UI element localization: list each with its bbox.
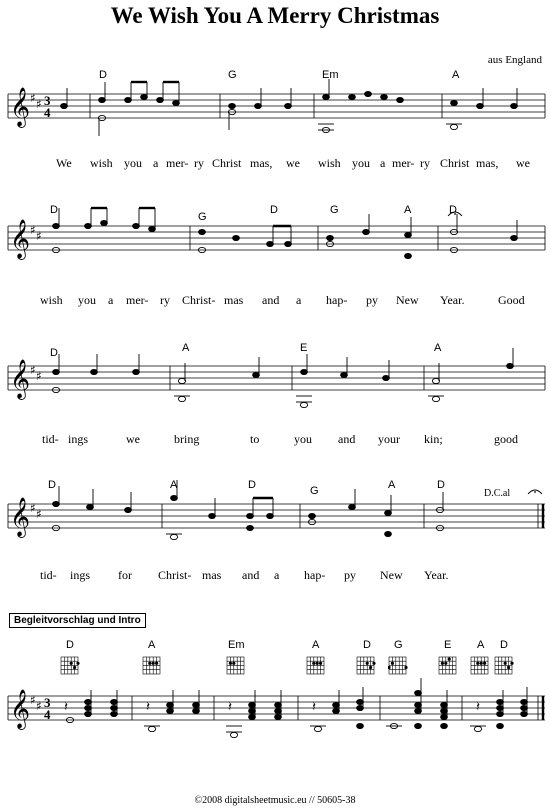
svg-text:𝄞: 𝄞 [10,219,31,259]
chord-symbol: A [182,342,190,354]
staff-system-3 [0,360,550,420]
lyric-syllable: a [296,293,302,307]
lyric-syllable: New [380,568,403,582]
lyric-syllable: we [126,432,140,446]
chord-symbol: D [270,204,278,216]
svg-text:𝄽: 𝄽 [228,700,232,715]
svg-text:♯: ♯ [30,501,36,515]
lyric-syllable: for [118,568,132,582]
lyric-syllable: wish [318,156,341,170]
lyric-syllable: Year. [440,293,465,307]
accompaniment-chord: D [500,639,508,651]
accompaniment-chord: A [312,639,320,651]
lyric-syllable: wish [90,156,113,170]
lyric-syllable: hap- [304,568,326,582]
svg-text:𝄽: 𝄽 [312,700,316,715]
lyric-syllable: Year. [424,568,449,582]
chord-symbol: D [437,479,445,491]
lyric-syllable: mas [202,568,222,582]
lyric-syllable: py [366,293,378,307]
chord-diagram-g [388,654,408,676]
lyric-syllable: good [494,432,518,446]
svg-text:♯: ♯ [30,363,36,377]
svg-text:♯: ♯ [36,229,42,243]
staff-accompaniment [0,690,550,750]
lyric-syllable: you [78,293,96,307]
svg-text:𝄞: 𝄞 [10,497,31,537]
svg-text:4: 4 [44,707,51,722]
svg-text:♯: ♯ [36,507,42,521]
svg-text:𝄽: 𝄽 [476,700,480,715]
staff-system-2 [0,220,550,280]
accompaniment-chord: G [394,639,403,651]
lyric-syllable: kin; [424,432,443,446]
lyric-syllable: and [242,568,260,582]
svg-text:3: 3 [44,695,51,710]
svg-text:𝄞: 𝄞 [10,359,31,399]
lyric-syllable: New [396,293,419,307]
copyright-footer: ©2008 digitalsheetmusic.eu // 50605-38 [194,795,356,806]
lyric-syllable: we [516,156,530,170]
chord-symbol: G [228,69,237,81]
svg-text:♯: ♯ [30,223,36,237]
lyric-syllable: ry [420,156,430,170]
lyric-syllable: and [262,293,280,307]
svg-text:𝄞: 𝄞 [10,689,31,729]
accompaniment-chord: D [66,639,74,651]
lyric-syllable: tid- [42,432,59,446]
chord-symbol: G [198,211,207,223]
lyric-syllable: wish [40,293,63,307]
chord-diagram-a [142,654,162,676]
lyric-syllable: Christ- [182,293,216,307]
lyric-syllable: mas, [250,156,273,170]
song-title: We Wish You A Merry Christmas [110,3,440,28]
chord-symbol: Em [322,69,339,81]
svg-text:♯: ♯ [36,369,42,383]
staff-system-4 [0,498,550,558]
lyric-syllable: a [380,156,386,170]
lyric-syllable: Christ [440,156,470,170]
chord-symbol: G [310,485,319,497]
staff-system-1 [0,88,550,148]
svg-text:♯: ♯ [36,97,42,111]
svg-text:♯: ♯ [30,91,36,105]
lyric-syllable: you [124,156,142,170]
chord-symbol: A [434,342,442,354]
accompaniment-chord: Em [228,639,245,651]
lyric-syllable: mer- [392,156,415,170]
dc-al-fine-direction: D.C.al [484,488,511,499]
lyric-syllable: ings [70,568,91,582]
lyric-syllable: mas [224,293,244,307]
accompaniment-chord: A [477,639,485,651]
lyric-syllable: ry [160,293,170,307]
lyric-syllable: your [378,432,400,446]
lyric-syllable: ings [68,432,89,446]
chord-symbol: A [404,204,412,216]
chord-symbol: D [50,347,58,359]
svg-text:𝄽: 𝄽 [146,700,150,715]
chord-diagram-em [226,654,246,676]
chord-symbol: A [388,479,396,491]
lyric-syllable: we [286,156,300,170]
lyric-syllable: you [352,156,370,170]
lyric-syllable: Christ- [158,568,192,582]
svg-text:4: 4 [44,105,51,120]
chord-symbol: D [50,204,58,216]
chord-symbol: G [330,204,339,216]
chord-diagram-d [494,654,514,676]
chord-symbol: D [248,479,256,491]
lyric-syllable: a [153,156,159,170]
chord-diagram-a [470,654,490,676]
lyric-syllable: and [338,432,356,446]
lyric-syllable: mer- [166,156,189,170]
lyric-syllable: Christ [212,156,242,170]
song-origin: aus England [487,54,542,66]
svg-text:♯: ♯ [30,693,36,707]
chord-symbol: E [300,342,308,354]
svg-text:♯: ♯ [36,699,42,713]
lyric-syllable: Good [498,293,525,307]
lyric-syllable: a [274,568,280,582]
chord-diagram-d [60,654,80,676]
lyric-syllable: to [250,432,260,446]
chord-symbol: A [170,479,178,491]
lyric-syllable: hap- [326,293,348,307]
lyric-syllable: We [56,156,72,170]
accompaniment-chord: D [363,639,371,651]
accompaniment-chord: A [148,639,156,651]
lyric-syllable: ry [194,156,204,170]
svg-text:𝄞: 𝄞 [10,87,31,127]
accompaniment-section-label: Begleitvorschlag und Intro [9,613,146,628]
chord-symbol: A [452,69,460,81]
chord-symbol: D [48,479,56,491]
chord-diagram-a [306,654,326,676]
lyric-syllable: tid- [40,568,57,582]
lyric-syllable: bring [174,432,200,446]
chord-symbol: D [99,69,107,81]
svg-text:3: 3 [44,93,51,108]
lyric-syllable: you [294,432,312,446]
accompaniment-chord: E [444,639,452,651]
chord-diagram-d [356,654,376,676]
lyric-syllable: mas, [476,156,499,170]
chord-symbol: D [449,204,457,216]
svg-text:𝄽: 𝄽 [64,700,68,715]
lyric-syllable: py [344,568,356,582]
lyric-syllable: mer- [126,293,149,307]
chord-diagram-e [438,654,458,676]
lyric-syllable: a [108,293,114,307]
